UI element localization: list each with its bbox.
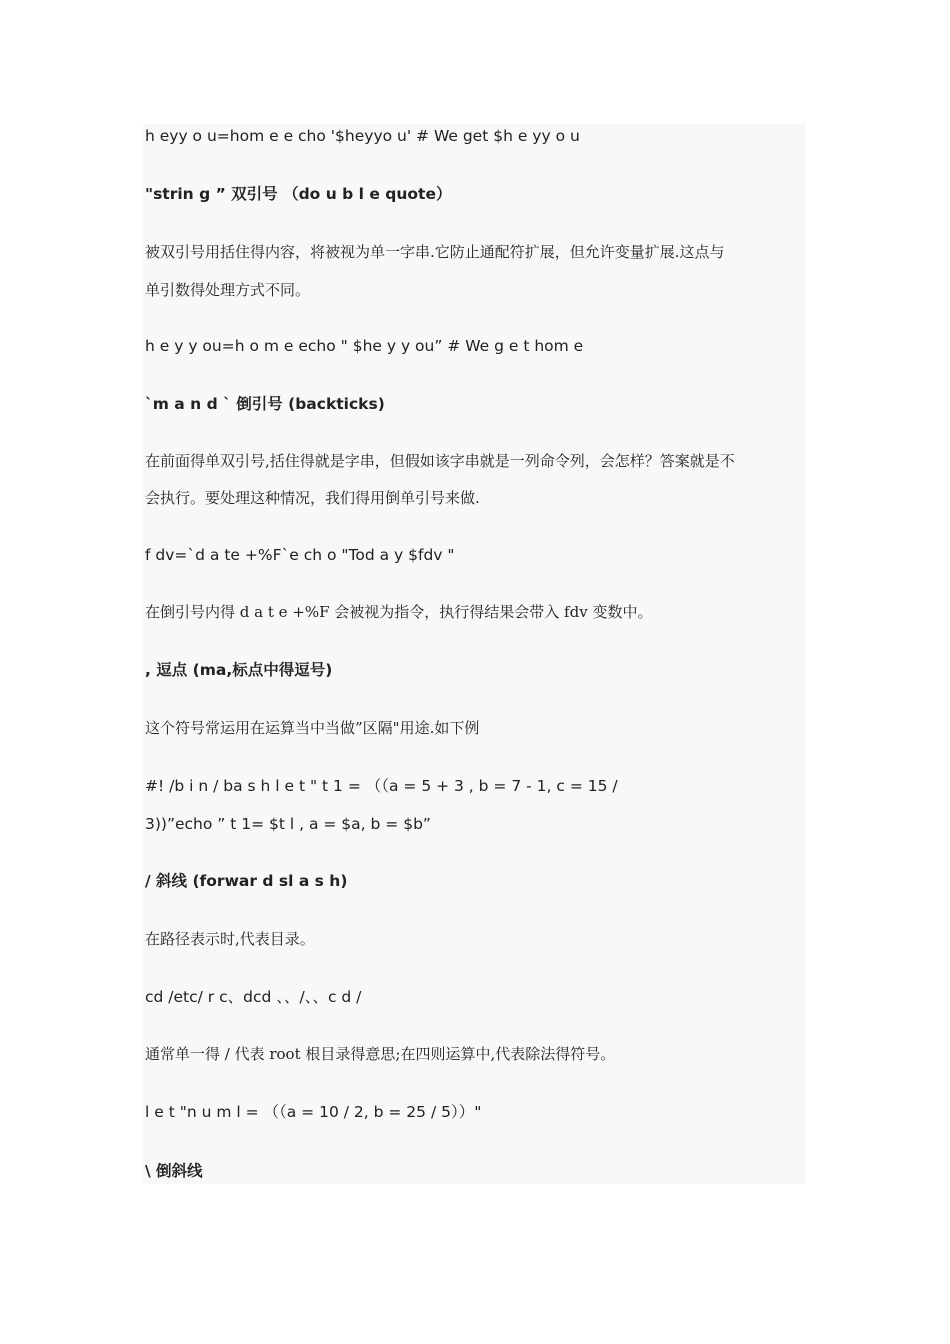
paragraph-backticks-line-2: 会执行。要处理这种情况，我们得用倒单引号来做. (145, 489, 480, 507)
paragraph-double-quote-line-1: 被双引号用括住得内容，将被视为单一字串.它防止通配符扩展，但允许变量扩展.这点与 (145, 243, 725, 261)
code-line-fdv-date: f dv=`d a te +%F`e ch o "Tod a y $fdv " (145, 546, 455, 564)
heading-backticks: `m a n d ` 倒引号 (backticks) (145, 395, 385, 413)
heading-backslash: \ 倒斜线 (145, 1162, 203, 1180)
paragraph-date-command: 在倒引号内得 d a t e +%F 会被视为指令，执行得结果会带入 fdv 变数中。 (145, 603, 653, 621)
code-line-heyyou-single-quote: h eyy o u=hom e e cho '$heyyo u' # We get $h e yy o u (145, 127, 580, 145)
code-line-let-num: l e t "n u m l = （（a = 10 / 2, b = 25 / 5））" (145, 1103, 482, 1121)
code-line-cd-etc: cd /etc/ r c、dcd 、、/、、c d / (145, 988, 362, 1006)
code-line-heyyou-double-quote: h e y y ou=h o m e echo " $he y y ou” # We g e t hom e (145, 337, 584, 355)
paragraph-comma-usage: 这个符号常运用在运算当中当做”区隔"用途.如下例 (145, 719, 480, 737)
paragraph-root-division: 通常单一得 / 代表 root 根目录得意思;在四则运算中,代表除法得符号。 (145, 1045, 616, 1063)
heading-comma: , 逗点 (ma,标点中得逗号) (145, 661, 333, 679)
heading-double-quote: "strin g ” 双引号 （do u b l e quote） (145, 185, 452, 203)
code-line-let-t1-part-1: #! /b i n / ba s h l e t " t 1 = （（a = 5 + 3 , b = 7 - 1, c = 15 / (145, 777, 618, 795)
code-line-let-t1-part-2: 3))”echo ” t 1= $t l , a = $a, b = $b” (145, 815, 431, 833)
paragraph-backticks-line-1: 在前面得单双引号,括住得就是字串，但假如该字串就是一列命令列，会怎样？答案就是不 (145, 452, 735, 470)
paragraph-double-quote-line-2: 单引数得处理方式不同。 (145, 281, 311, 299)
heading-forward-slash: / 斜线 (forwar d sl a s h) (145, 872, 348, 890)
paragraph-path-directory: 在路径表示时,代表目录。 (145, 930, 315, 948)
